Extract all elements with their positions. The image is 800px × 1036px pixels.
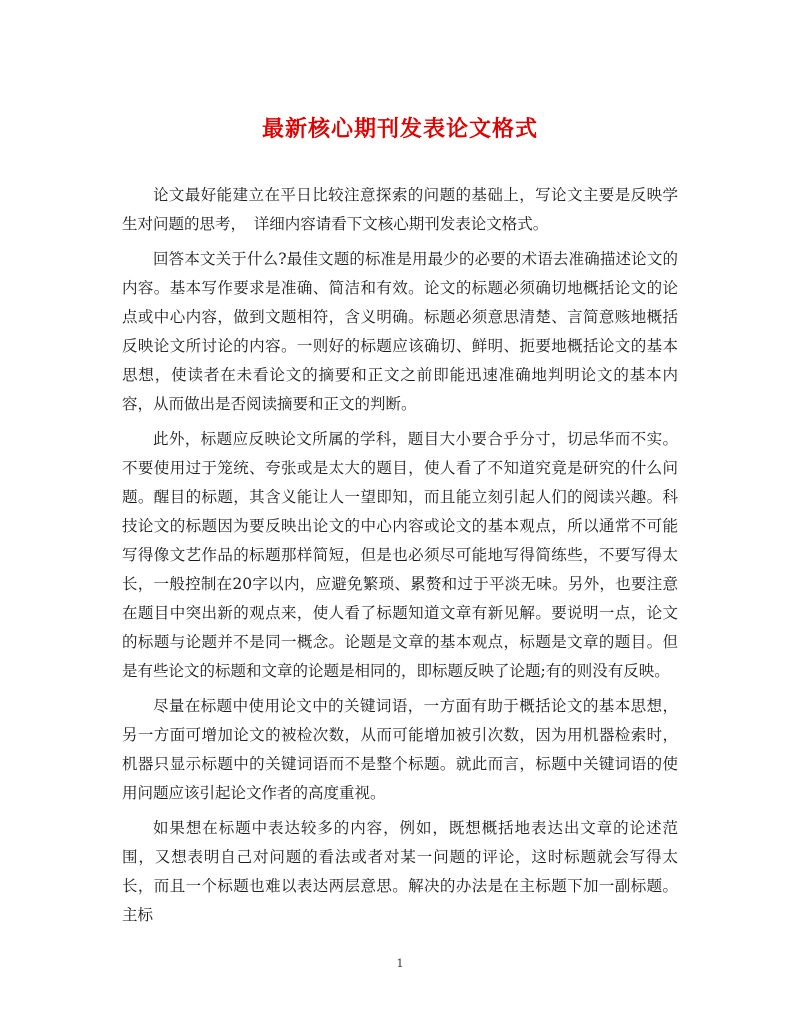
document-body (122, 181, 678, 936)
page-number: 1 (396, 957, 404, 970)
paragraph-4: 尽量在标题中使用论文中的关键词语，一方面有助于概括论文的基本思想，另一方面可增加论文的被检次数，从而可能增加被引次数，因为用机器检索时，机器只显示标题中的关键词语而不是整个标题。就此而言，标题中关键词语的使用问题应该引起论文作者的高度重视。 (122, 697, 678, 802)
paragraph-2: 回答本文关于什么?最佳文题的标准是用最少的必要的术语去准确描述论文的内容。基本写作要求是准确、简洁和有效。论文的标题必须确切地概括论文的论点或中心内容，做到文题相符，含义明确。标题必须意思清楚、言简意赅地概括反映论文所讨论的内容。一则好的标题应该确切、鲜明、扼要地概括论文的基本思想，使读者在未看论文的摘要和正文之前即能迅速准确地判明论文的基本内容，从而做出是否阅读摘要和正文的判断。 (122, 250, 678, 413)
document-title: 最新核心期刊发表论文格式 (261, 116, 538, 142)
paragraph-1: 论文最好能建立在平日比较注意探索的问题的基础上，写论文主要是反映学生对问题的思考， 详细内容请看下文核心期刊发表论文格式。 (122, 186, 678, 233)
paragraph-3: 此外，标题应反映论文所属的学科，题目大小要合乎分寸，切忌华而不实。不要使用过于笼统、夸张或是太大的题目，使人看了不知道究竟是研究的什么问题。醒目的标题，其含义能让人一望即知，而且能立刻引起人们的阅读兴趣。科技论文的标题因为要反映出论文的中心内容或论文的基本观点，所以通常不可能写得像文艺作品的标题那样简短，但是也必须尽可能地写得简练些，不要写得太长，一般控制在20字以内，应避免繁琐、累赘和过于平淡无味。另外，也要注意在题目中突出新的观点来，使人看了标题知道文章有新见解。要说明一点，论文的标题与论题并不是同一概念。论题是文章的基本观点，标题是文章的题目。但是有些论文的标题和文章的论题是相同的，即标题反映了论题;有的则没有反映。 (122, 430, 678, 680)
paragraph-5: 如果想在标题中表达较多的内容，例如，既想概括地表达出文章的论述范围，又想表明自己对问题的看法或者对某一问题的评论，这时标题就会写得太长，而且一个标题也难以表达两层意思。解决的办法是在主标题下加一副标题。主标 (122, 819, 678, 924)
